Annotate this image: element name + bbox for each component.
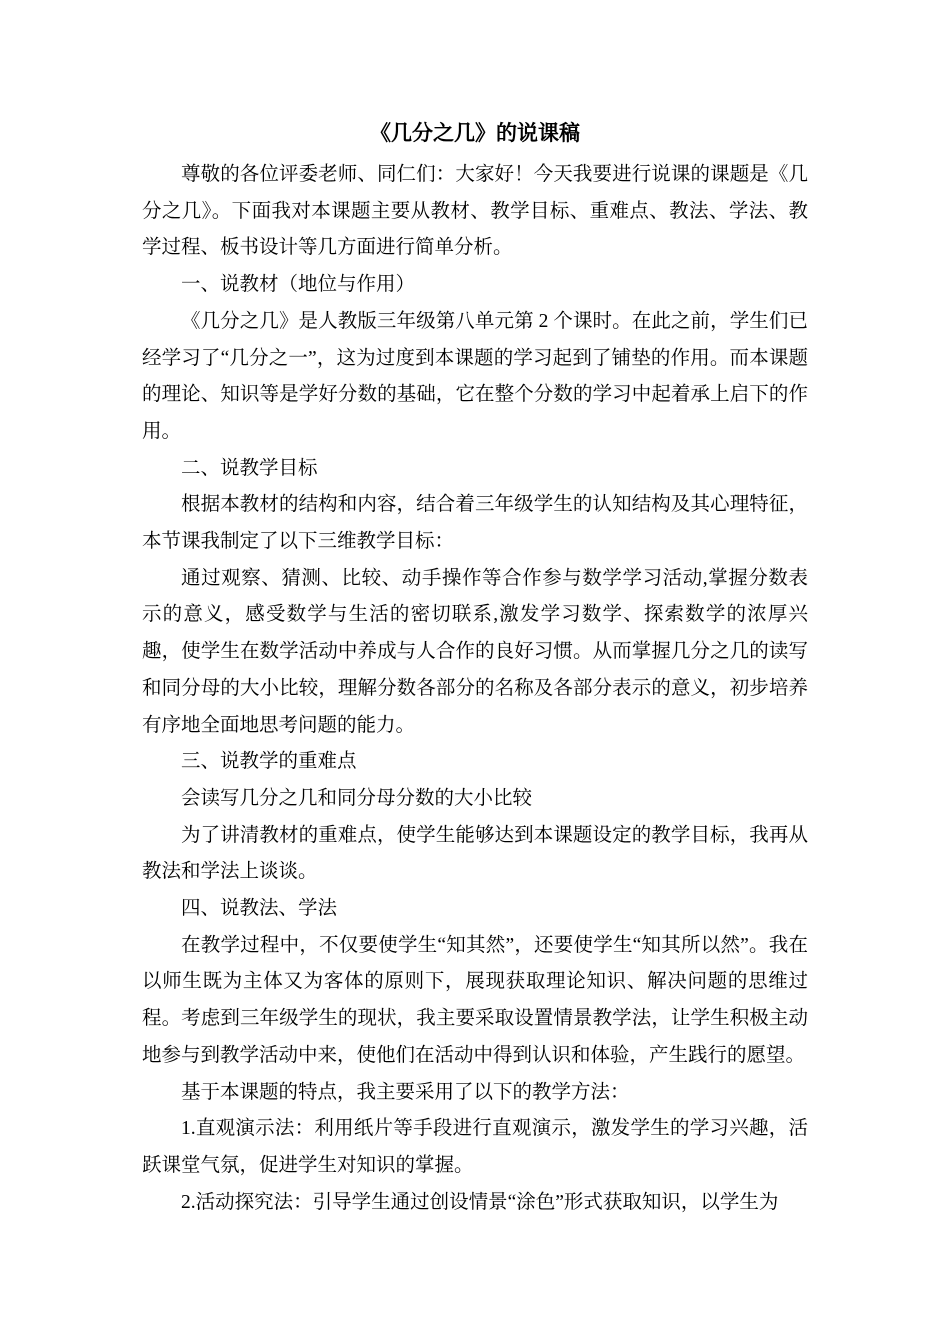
paragraph-methods-list-intro: 基于本课题的特点，我主要采用了以下的教学方法： — [181, 1081, 630, 1103]
paragraph-method-1-visual-demonstration: 1.直观演示法：利用纸片等手段进行直观演示，激发学生的学习兴趣，活跃课堂气氛，促进学生对知识的掌握。 — [142, 1118, 808, 1176]
heading-section-4-teaching-methods: 四、说教法、学法 — [181, 898, 338, 920]
intro-paragraph: 尊敬的各位评委老师、同仁们：大家好！今天我要进行说课的课题是《几分之几》。下面我对本课题主要从教材、教学目标、重难点、教法、学法、教学过程、板书设计等几方面进行简单分析。 — [142, 164, 808, 259]
heading-section-1-teaching-material: 一、说教材（地位与作用） — [181, 274, 416, 296]
heading-section-3-key-difficulties: 三、说教学的重难点 — [181, 751, 357, 773]
paragraph-goals-detail: 通过观察、猜测、比较、动手操作等合作参与数学学习活动,掌握分数表示的意义，感受数学与生活的密切联系,激发学习数学、探索数学的浓厚兴趣，使学生在数学活动中养成与人合作的良好习惯。从而掌握几分之几的读写和同分母的大小比较，理解分数各部分的名称及各部分表示的意义，初步培养有序地全面地思考问题的能力。 — [142, 567, 808, 736]
heading-section-2-teaching-goals: 二、说教学目标 — [181, 457, 318, 479]
paragraph-methods-intro: 在教学过程中，不仅要使学生“知其然”，还要使学生“知其所以然”。我在以师生既为主体又为客体的原则下，展现获取理论知识、解决问题的思维过程。考虑到三年级学生的现状，我主要采取设置情景教学法，让学生积极主动地参与到教学活动中来，使他们在活动中得到认识和体验，产生践行的愿望。 — [142, 934, 808, 1066]
paragraph-teaching-material: 《几分之几》是人教版三年级第八单元第 2 个课时。在此之前，学生们已经学习了“几分之一”，这为过度到本课题的学习起到了铺垫的作用。而本课题的理论、知识等是学好分数的基础，它在整个分数的学习中起着承上启下的作用。 — [142, 310, 808, 442]
document-title: 《几分之几》的说课稿 — [370, 121, 580, 145]
paragraph-method-2-activity-exploration: 2.活动探究法：引导学生通过创设情景“涂色”形式获取知识，以学生为 — [181, 1191, 779, 1213]
paragraph-key-difficulties: 会读写几分之几和同分母分数的大小比较 — [181, 787, 533, 809]
paragraph-difficulties-transition: 为了讲清教材的重难点，使学生能够达到本课题设定的教学目标，我再从教法和学法上谈谈。 — [142, 824, 808, 883]
document-body — [142, 157, 808, 1221]
paragraph-goals-intro: 根据本教材的结构和内容，结合着三年级学生的认知结构及其心理特征，本节课我制定了以下三维教学目标： — [142, 494, 808, 553]
